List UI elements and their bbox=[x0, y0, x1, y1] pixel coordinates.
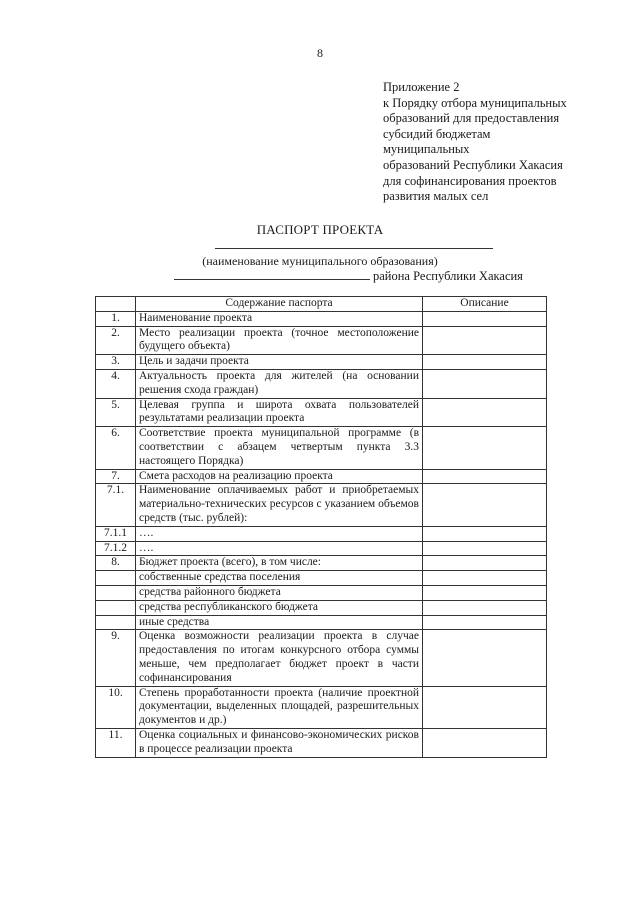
appendix-note bbox=[383, 80, 623, 205]
row-description-cell[interactable] bbox=[423, 585, 547, 600]
table-row bbox=[96, 355, 547, 370]
row-description-cell[interactable] bbox=[423, 484, 547, 526]
row-num: 7.1.2 bbox=[96, 541, 136, 556]
row-content: Цель и задачи проекта bbox=[136, 355, 423, 370]
table-row bbox=[96, 484, 547, 526]
row-description-cell[interactable] bbox=[423, 556, 547, 571]
row-description-cell[interactable] bbox=[423, 427, 547, 469]
row-description-cell[interactable] bbox=[423, 469, 547, 484]
district-suffix: района Республики Хакасия bbox=[373, 269, 523, 283]
row-num bbox=[96, 615, 136, 630]
row-content: …. bbox=[136, 541, 423, 556]
table-row bbox=[96, 600, 547, 615]
table-row bbox=[96, 469, 547, 484]
row-description-cell[interactable] bbox=[423, 311, 547, 326]
table-row bbox=[96, 556, 547, 571]
row-content: Наименование оплачиваемых работ и приобретаемых материально-технических ресурсов с указанием объемов средств (тыс. рублей): bbox=[136, 484, 423, 526]
appendix-line: субсидий бюджетам bbox=[383, 126, 491, 141]
row-content: Оценка возможности реализации проекта в случае предоставления по итогам конкурсного отбора суммы меньше, чем предполагает бюджет проект в части софинансирования bbox=[136, 630, 423, 686]
row-content: средства районного бюджета bbox=[136, 585, 423, 600]
row-description-cell[interactable] bbox=[423, 355, 547, 370]
appendix-line: муниципальных bbox=[383, 142, 470, 157]
row-content: Место реализации проекта (точное местоположение будущего объекта) bbox=[136, 326, 423, 355]
row-num: 8. bbox=[96, 556, 136, 571]
district-row bbox=[174, 268, 523, 284]
header-content: Содержание паспорта bbox=[136, 297, 423, 312]
row-content: Оценка социальных и финансово-экономических рисков в процессе реализации проекта bbox=[136, 728, 423, 757]
table-row bbox=[96, 526, 547, 541]
row-description-cell[interactable] bbox=[423, 600, 547, 615]
page-number: 8 bbox=[317, 46, 323, 60]
table-row bbox=[96, 369, 547, 398]
appendix-line: Приложение 2 bbox=[383, 80, 460, 94]
row-content: Наименование проекта bbox=[136, 311, 423, 326]
row-description-cell[interactable] bbox=[423, 615, 547, 630]
table-row bbox=[96, 541, 547, 556]
row-description-cell[interactable] bbox=[423, 630, 547, 686]
appendix-line: образований для предоставления bbox=[383, 111, 560, 126]
row-num: 7. bbox=[96, 469, 136, 484]
row-description-cell[interactable] bbox=[423, 526, 547, 541]
row-description-cell[interactable] bbox=[423, 541, 547, 556]
row-description-cell[interactable] bbox=[423, 326, 547, 355]
appendix-line: к Порядку отбора муниципальных bbox=[383, 95, 567, 110]
table-row bbox=[96, 615, 547, 630]
row-num bbox=[96, 571, 136, 586]
row-num bbox=[96, 585, 136, 600]
row-content: средства республиканского бюджета bbox=[136, 600, 423, 615]
row-content: Актуальность проекта для жителей (на основании решения схода граждан) bbox=[136, 369, 423, 398]
row-num: 5. bbox=[96, 398, 136, 427]
appendix-line: для софинансирования проектов bbox=[383, 173, 557, 188]
row-content: Целевая группа и широта охвата пользователей результатами реализации проекта bbox=[136, 398, 423, 427]
table-row bbox=[96, 686, 547, 728]
table-row bbox=[96, 630, 547, 686]
table-row bbox=[96, 585, 547, 600]
document-title: ПАСПОРТ ПРОЕКТА bbox=[256, 222, 384, 237]
row-num: 2. bbox=[96, 326, 136, 355]
header-num bbox=[96, 297, 136, 312]
appendix-line: образований Республики Хакасия bbox=[383, 157, 563, 172]
row-content: собственные средства поселения bbox=[136, 571, 423, 586]
table-row bbox=[96, 398, 547, 427]
table-header-row bbox=[96, 297, 547, 312]
row-num bbox=[96, 600, 136, 615]
row-content: Соответствие проекта муниципальной программе (в соответствии с абзацем четвертым пункта 3.3 настоящего Порядка) bbox=[136, 427, 423, 469]
passport-table bbox=[95, 296, 547, 758]
row-description-cell[interactable] bbox=[423, 728, 547, 757]
row-content: …. bbox=[136, 526, 423, 541]
row-num: 7.1.1 bbox=[96, 526, 136, 541]
row-num: 3. bbox=[96, 355, 136, 370]
row-content: Степень проработанности проекта (наличие проектной документации, выделенных площадей, разрешительных документов и др.) bbox=[136, 686, 423, 728]
row-description-cell[interactable] bbox=[423, 398, 547, 427]
row-num: 10. bbox=[96, 686, 136, 728]
table-row bbox=[96, 571, 547, 586]
header-description: Описание bbox=[423, 297, 547, 312]
row-num: 6. bbox=[96, 427, 136, 469]
row-content: иные средства bbox=[136, 615, 423, 630]
row-description-cell[interactable] bbox=[423, 369, 547, 398]
row-num: 7.1. bbox=[96, 484, 136, 526]
row-num: 1. bbox=[96, 311, 136, 326]
table-row bbox=[96, 311, 547, 326]
row-num: 9. bbox=[96, 630, 136, 686]
appendix-line: развития малых сел bbox=[383, 189, 489, 204]
row-content: Бюджет проекта (всего), в том числе: bbox=[136, 556, 423, 571]
row-content: Смета расходов на реализацию проекта bbox=[136, 469, 423, 484]
row-num: 4. bbox=[96, 369, 136, 398]
municipality-blank-line bbox=[215, 248, 493, 249]
row-description-cell[interactable] bbox=[423, 686, 547, 728]
municipality-caption: (наименование муниципального образования) bbox=[202, 254, 438, 268]
district-blank-line bbox=[174, 268, 370, 280]
row-num: 11. bbox=[96, 728, 136, 757]
table-row bbox=[96, 427, 547, 469]
row-description-cell[interactable] bbox=[423, 571, 547, 586]
table-row bbox=[96, 326, 547, 355]
table-row bbox=[96, 728, 547, 757]
